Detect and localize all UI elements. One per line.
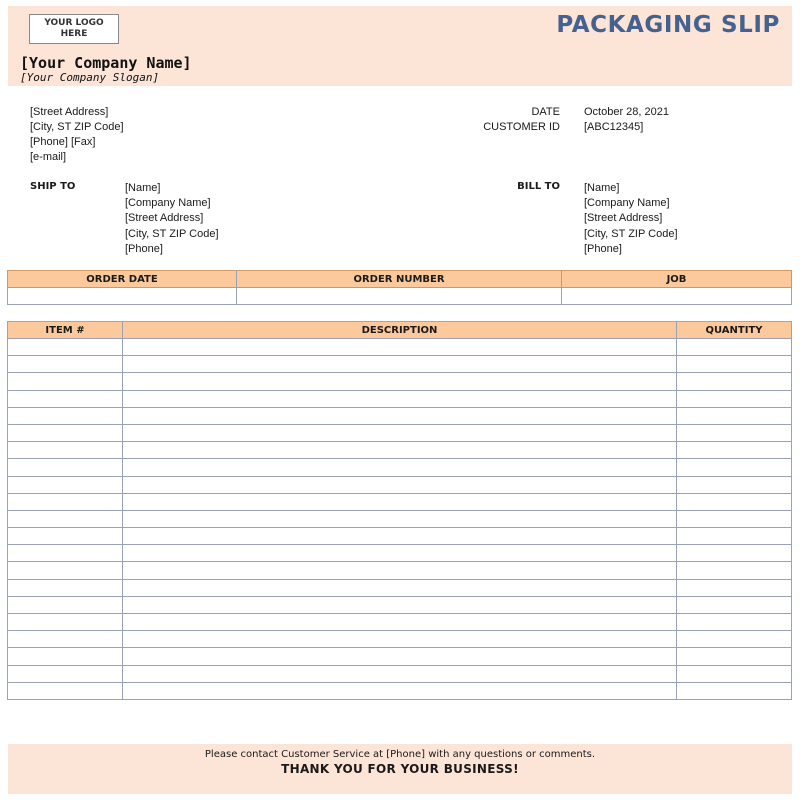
meta-values [584, 105, 669, 135]
ship-to-name: [Name] [125, 182, 161, 194]
table-row [8, 682, 792, 699]
item-number-cell[interactable] [8, 665, 123, 682]
description-cell[interactable] [123, 339, 677, 356]
table-row [8, 631, 792, 648]
table-row [8, 476, 792, 493]
order-number-header: ORDER NUMBER [237, 271, 562, 288]
footer-thanks: THANK YOU FOR YOUR BUSINESS! [281, 762, 519, 776]
quantity-cell[interactable] [677, 493, 792, 510]
item-number-cell[interactable] [8, 356, 123, 373]
description-cell[interactable] [123, 390, 677, 407]
description-cell[interactable] [123, 665, 677, 682]
sender-phone-fax: [Phone] [Fax] [30, 136, 96, 148]
order-table-row [8, 288, 792, 305]
description-cell[interactable] [123, 562, 677, 579]
quantity-cell[interactable] [677, 459, 792, 476]
items-table-body [8, 339, 792, 700]
item-number-cell[interactable] [8, 476, 123, 493]
item-number-cell[interactable] [8, 562, 123, 579]
quantity-cell[interactable] [677, 390, 792, 407]
item-number-cell[interactable] [8, 339, 123, 356]
table-row [8, 442, 792, 459]
description-cell[interactable] [123, 648, 677, 665]
order-table-header-row [8, 271, 792, 288]
item-number-cell[interactable] [8, 390, 123, 407]
description-header: DESCRIPTION [123, 322, 677, 339]
description-cell[interactable] [123, 442, 677, 459]
table-row [8, 390, 792, 407]
item-number-cell[interactable] [8, 682, 123, 699]
bill-to-label: BILL TO [517, 181, 560, 192]
description-cell[interactable] [123, 407, 677, 424]
quantity-cell[interactable] [677, 339, 792, 356]
table-row [8, 562, 792, 579]
table-row [8, 493, 792, 510]
description-cell[interactable] [123, 545, 677, 562]
bill-to-phone: [Phone] [584, 242, 622, 255]
sender-email: [e-mail] [30, 151, 67, 163]
item-number-cell[interactable] [8, 493, 123, 510]
quantity-cell[interactable] [677, 648, 792, 665]
item-number-cell[interactable] [8, 373, 123, 390]
quantity-cell[interactable] [677, 562, 792, 579]
quantity-cell[interactable] [677, 614, 792, 631]
order-date-header: ORDER DATE [8, 271, 237, 288]
logo-placeholder [29, 14, 119, 44]
job-cell[interactable] [562, 288, 792, 305]
quantity-cell[interactable] [677, 442, 792, 459]
description-cell[interactable] [123, 510, 677, 527]
logo-text-line2: HERE [60, 29, 88, 39]
order-info-table [7, 270, 792, 305]
item-number-cell[interactable] [8, 545, 123, 562]
description-cell[interactable] [123, 596, 677, 613]
footer-band [8, 744, 792, 794]
sender-city: [City, ST ZIP Code] [30, 121, 124, 133]
item-number-cell[interactable] [8, 442, 123, 459]
company-slogan: [Your Company Slogan] [20, 71, 160, 84]
quantity-header: QUANTITY [677, 322, 792, 339]
date-label: DATE [531, 106, 560, 118]
item-number-cell[interactable] [8, 579, 123, 596]
bill-to-name: [Name] [584, 182, 620, 194]
item-number-cell[interactable] [8, 631, 123, 648]
table-row [8, 424, 792, 441]
quantity-cell[interactable] [677, 528, 792, 545]
description-cell[interactable] [123, 631, 677, 648]
logo-text-line1: YOUR LOGO [44, 18, 104, 28]
quantity-cell[interactable] [677, 510, 792, 527]
description-cell[interactable] [123, 493, 677, 510]
item-number-cell[interactable] [8, 407, 123, 424]
quantity-cell[interactable] [677, 373, 792, 390]
quantity-cell[interactable] [677, 356, 792, 373]
ship-to-street: [Street Address] [125, 212, 204, 225]
bill-to-city: [City, ST ZIP Code] [584, 227, 678, 240]
description-cell[interactable] [123, 476, 677, 493]
item-number-cell[interactable] [8, 648, 123, 665]
ship-to-label: SHIP TO [30, 181, 76, 192]
item-number-cell[interactable] [8, 596, 123, 613]
description-cell[interactable] [123, 373, 677, 390]
table-row [8, 665, 792, 682]
quantity-cell[interactable] [677, 631, 792, 648]
company-name: [Your Company Name] [20, 54, 192, 72]
bill-to-company: [Company Name] [584, 197, 670, 210]
ship-to-address [125, 181, 219, 257]
item-number-cell[interactable] [8, 424, 123, 441]
item-number-cell[interactable] [8, 614, 123, 631]
description-cell[interactable] [123, 528, 677, 545]
quantity-cell[interactable] [677, 682, 792, 699]
table-row [8, 528, 792, 545]
description-cell[interactable] [123, 356, 677, 373]
items-table-header-row [8, 322, 792, 339]
quantity-cell[interactable] [677, 596, 792, 613]
table-row [8, 373, 792, 390]
table-row [8, 407, 792, 424]
customer-id-label: CUSTOMER ID [483, 121, 560, 133]
table-row [8, 339, 792, 356]
sender-street: [Street Address] [30, 106, 109, 118]
item-number-cell[interactable] [8, 528, 123, 545]
ship-to-company: [Company Name] [125, 197, 211, 210]
table-row [8, 579, 792, 596]
quantity-cell[interactable] [677, 476, 792, 493]
meta-labels [440, 105, 560, 135]
table-row [8, 596, 792, 613]
description-cell[interactable] [123, 459, 677, 476]
table-row [8, 545, 792, 562]
description-cell[interactable] [123, 424, 677, 441]
table-row [8, 614, 792, 631]
table-row [8, 648, 792, 665]
description-cell[interactable] [123, 682, 677, 699]
sender-address [30, 105, 124, 165]
items-table [7, 321, 792, 700]
quantity-cell[interactable] [677, 545, 792, 562]
order-date-cell[interactable] [8, 288, 237, 305]
ship-to-phone: [Phone] [125, 242, 163, 255]
bill-to-street: [Street Address] [584, 212, 663, 225]
description-cell[interactable] [123, 614, 677, 631]
header-band [8, 6, 792, 86]
quantity-cell[interactable] [677, 407, 792, 424]
item-number-cell[interactable] [8, 459, 123, 476]
document-title: PACKAGING SLIP [556, 12, 780, 38]
customer-id-value: [ABC12345] [584, 121, 644, 133]
date-value: October 28, 2021 [584, 106, 670, 118]
table-row [8, 510, 792, 527]
quantity-cell[interactable] [677, 665, 792, 682]
table-row [8, 459, 792, 476]
quantity-cell[interactable] [677, 579, 792, 596]
order-number-cell[interactable] [237, 288, 562, 305]
item-number-header: ITEM # [8, 322, 123, 339]
description-cell[interactable] [123, 579, 677, 596]
table-row [8, 356, 792, 373]
footer-contact-note: Please contact Customer Service at [Phone] with any questions or comments. [204, 749, 596, 760]
item-number-cell[interactable] [8, 510, 123, 527]
ship-to-city: [City, ST ZIP Code] [125, 227, 219, 240]
job-header: JOB [562, 271, 792, 288]
bill-to-address [584, 181, 678, 257]
quantity-cell[interactable] [677, 424, 792, 441]
